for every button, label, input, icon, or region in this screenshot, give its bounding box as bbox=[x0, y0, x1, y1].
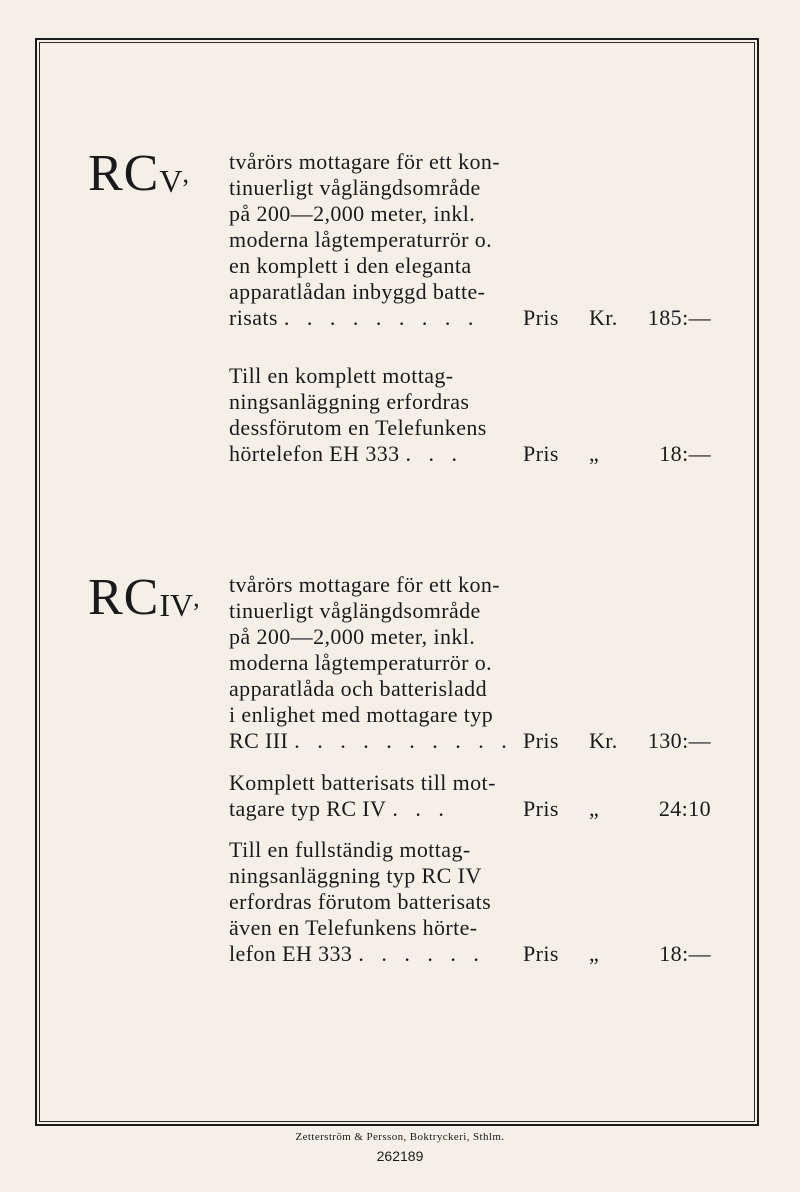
price-amount: 18:— bbox=[659, 941, 711, 966]
price-label: RC III bbox=[229, 728, 289, 753]
note-line: dessförutom en Telefunkens bbox=[229, 415, 487, 440]
desc-line: tvårörs mottagare för ett kon- bbox=[229, 572, 501, 597]
model-suffix: IV bbox=[159, 587, 194, 623]
desc-line: tvårörs mottagare för ett kon- bbox=[229, 149, 501, 174]
pris-label: Pris bbox=[523, 796, 559, 821]
currency: Kr. bbox=[589, 728, 618, 753]
note-line: även en Telefunkens hörte- bbox=[229, 915, 478, 940]
price-row-battery bbox=[229, 796, 711, 822]
leader-dots: . . . bbox=[392, 796, 450, 821]
model-rc-v-heading bbox=[88, 145, 189, 202]
price-label: risats bbox=[229, 305, 278, 330]
desc-line: en komplett i den eleganta bbox=[229, 253, 472, 278]
note-line: erfordras förutom batterisats bbox=[229, 889, 492, 914]
pris-label: Pris bbox=[523, 941, 559, 966]
price-amount: 24:10 bbox=[658, 796, 711, 821]
desc-line: tinuerligt våglängdsområde bbox=[229, 175, 481, 200]
desc-line: på 200—2,000 meter, inkl. bbox=[229, 624, 476, 649]
model-prefix: RC bbox=[88, 145, 160, 202]
battery-line: Komplett batterisats till mot- bbox=[229, 770, 496, 795]
model-comma: , bbox=[193, 583, 200, 612]
model-comma: , bbox=[182, 159, 189, 188]
price-label: lefon EH 333 bbox=[229, 941, 353, 966]
model-rc-iv-heading bbox=[88, 569, 200, 626]
desc-line: på 200—2,000 meter, inkl. bbox=[229, 201, 476, 226]
leader-dots: . . . . . . . . . bbox=[283, 305, 480, 330]
desc-line: apparatlåda och batterisladd bbox=[229, 676, 487, 701]
pris-label: Pris bbox=[523, 305, 559, 330]
price-row-eh333 bbox=[229, 441, 711, 467]
note-line: ningsanläggning erfordras bbox=[229, 389, 470, 414]
currency: „ bbox=[589, 941, 600, 966]
currency: „ bbox=[589, 796, 600, 821]
price-amount: 185:— bbox=[647, 305, 711, 330]
print-number: 262189 bbox=[376, 1148, 424, 1164]
desc-line: moderna lågtemperaturrör o. bbox=[229, 650, 493, 675]
model-prefix: RC bbox=[88, 569, 160, 626]
price-label: hörtelefon EH 333 bbox=[229, 441, 400, 466]
leader-dots: . . . . . . bbox=[358, 941, 485, 966]
note-line: ningsanläggning typ RC IV bbox=[229, 863, 482, 888]
price-amount: 130:— bbox=[647, 728, 711, 753]
model-suffix: V bbox=[159, 163, 183, 199]
desc-line: tinuerligt våglängdsområde bbox=[229, 598, 481, 623]
leader-dots: . . . bbox=[405, 441, 464, 466]
price-row-eh333-iv bbox=[229, 941, 711, 967]
leader-dots: . . . . . . . . . . bbox=[294, 728, 513, 753]
price-amount: 18:— bbox=[659, 441, 711, 466]
desc-line: i enlighet med mottagare typ bbox=[229, 702, 494, 727]
desc-line: apparatlådan inbyggd batte- bbox=[229, 279, 486, 304]
printer-imprint: Zetterström & Persson, Boktryckeri, Sthlm. bbox=[295, 1131, 505, 1143]
price-row-rc-iv bbox=[229, 728, 711, 754]
pris-label: Pris bbox=[523, 728, 559, 753]
desc-line: moderna lågtemperaturrör o. bbox=[229, 227, 493, 252]
note-line: Till en fullständig mottag- bbox=[229, 837, 471, 862]
price-label: tagare typ RC IV bbox=[229, 796, 387, 821]
note-line: Till en komplett mottag- bbox=[229, 363, 454, 388]
pris-label: Pris bbox=[523, 441, 559, 466]
currency: Kr. bbox=[589, 305, 618, 330]
currency: „ bbox=[589, 441, 600, 466]
price-row-rc-v bbox=[229, 305, 711, 331]
